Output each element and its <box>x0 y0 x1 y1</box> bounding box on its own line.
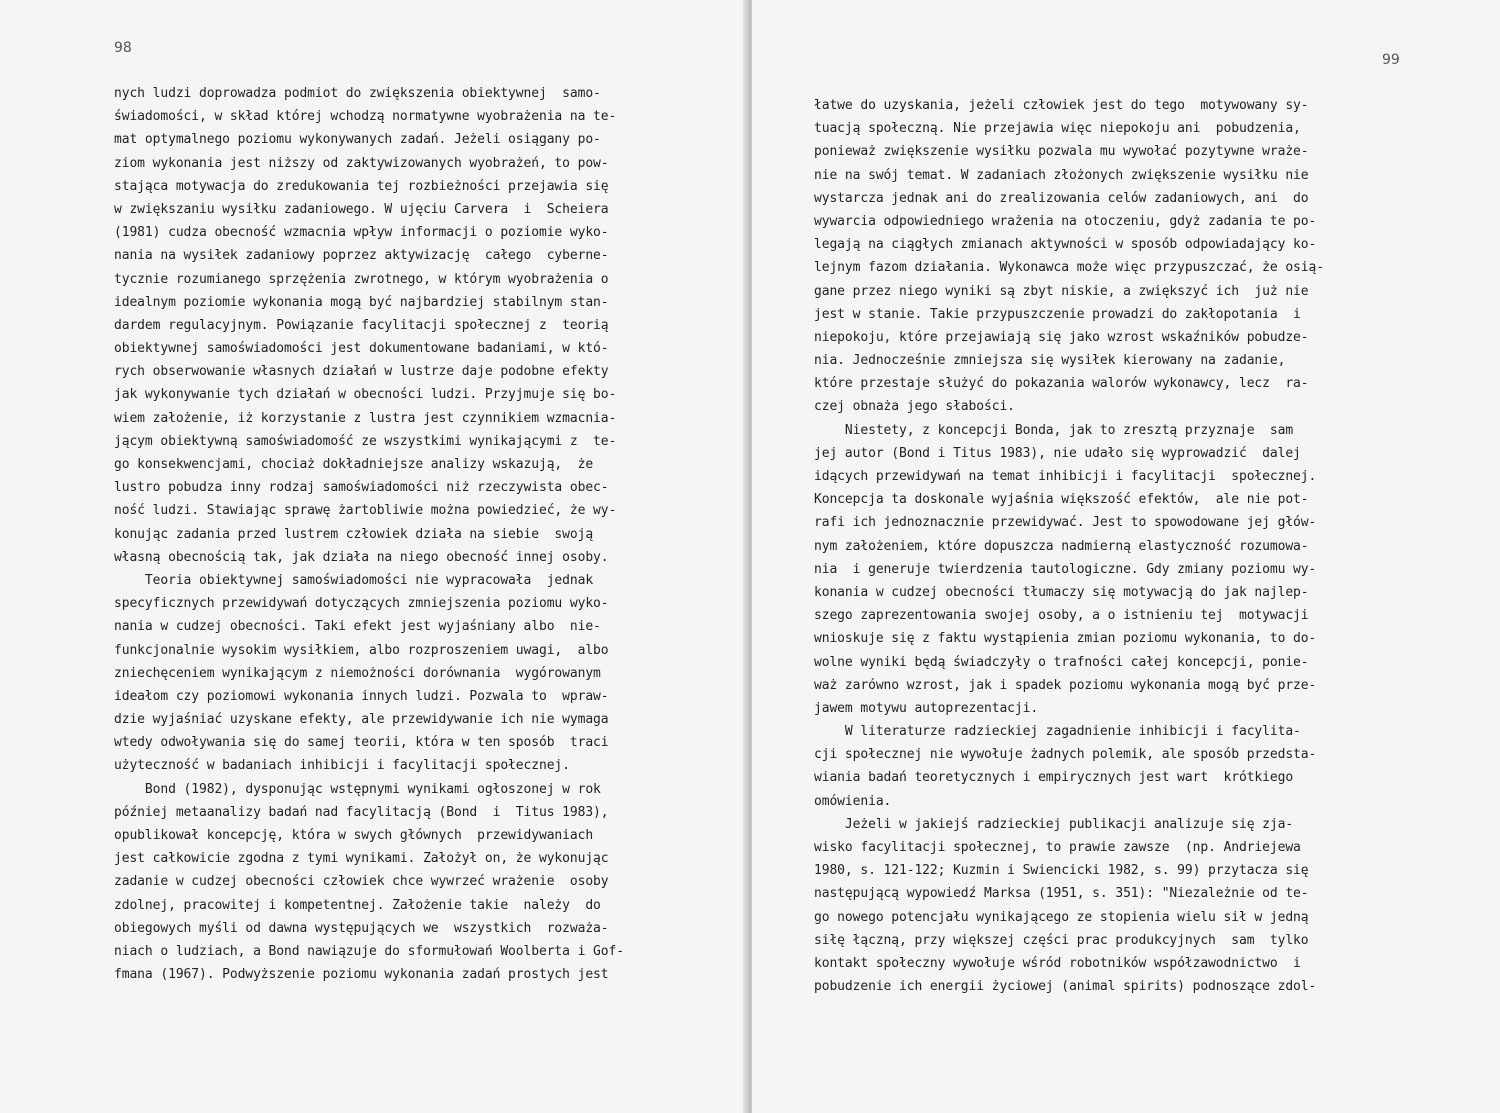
text-line: jącym obiektywną samoświadomość ze wszystkimi wynikającymi z te- <box>114 433 617 449</box>
text-line: jej autor (Bond i Titus 1983), nie udało się wyprowadzić dalej <box>814 445 1301 461</box>
page-number-left: 98 <box>114 40 132 56</box>
text-line: jest w stanie. Takie przypuszczenie prowadzi do zakłopotania i <box>814 306 1301 322</box>
text-line: opublikował koncepcję, która w swych głównych przewidywaniach <box>114 828 594 843</box>
text-line: idących przewidywań na temat inhibicji i facylitacji społecznej. <box>814 469 1317 484</box>
text-line: kontakt społeczny wywołuje wśród robotników współzawodnictwo i <box>814 955 1301 971</box>
text-line: następującą wypowiedź Marksa (1951, s. 351): "Niezależnie od te- <box>814 886 1309 902</box>
text-line: wiania badań teoretycznych i empirycznych jest wart krótkiego <box>814 770 1294 786</box>
text-line: tycznie rozumianego sprzężenia zwrotnego, w którym wyobrażenia o <box>114 271 609 287</box>
text-line: użyteczność w badaniach inhibicji i facylitacji społecznej. <box>114 758 570 774</box>
text-line: dzie wyjaśniać uzyskane efekty, ale przewidywanie ich nie wymaga <box>114 712 609 728</box>
page-number-right: 99 <box>1382 52 1400 68</box>
text-line: waż zarówno wzrost, jak i spadek poziomu wykonania mogą być prze- <box>814 677 1317 693</box>
text-line: rych obserwowanie własnych działań w lustrze daje podobne efekty <box>114 364 609 380</box>
text-line: wywarcia odpowiedniego wrażenia na otoczeniu, gdyż zadania te po- <box>814 213 1317 229</box>
text-line: tuacją społeczną. Nie przejawia więc niepokoju ani pobudzenia, <box>814 121 1301 137</box>
text-line: nych ludzi doprowadza podmiot do zwiększenia obiektywnej samo- <box>114 86 601 101</box>
text-line: konania w cudzej obecności tłumaczy się motywacją do jak najlep- <box>814 584 1309 600</box>
text-line: zniechęceniem wynikającym z niemożności dorównania wygórowanym <box>114 665 601 681</box>
text-line: nie na swój temat. W zadaniach złożonych zwiększenie wysiłku nie <box>814 167 1309 183</box>
text-line: (1981) cudza obecność wzmacnia wpływ informacji o poziomie wyko- <box>114 225 609 241</box>
text-line: pobudzenie ich energii życiowej (animal spirits) podnoszące zdol- <box>814 979 1317 995</box>
text-line: własną obecnością tak, jak działa na niego obecność innej osoby. <box>114 549 609 565</box>
text-line: później metaanalizy badań nad facylitacją (Bond i Titus 1983), <box>114 804 609 820</box>
text-line: 1980, s. 121-122; Kuzmin i Swiencicki 1982, s. 99) przytacza się <box>814 863 1309 879</box>
left-page <box>0 0 748 1113</box>
text-line: ność ludzi. Stawiając sprawę żartobliwie można powiedzieć, że wy- <box>114 503 617 519</box>
text-line: nym założeniem, które dopuszcza nadmierną elastyczność rozumowa- <box>814 538 1309 554</box>
text-line: lejnym fazom działania. Wykonawca może więc przypuszczać, że osią- <box>814 260 1324 276</box>
text-line: obiektywnej samoświadomości jest dokumentowane badaniami, w któ- <box>114 341 609 357</box>
text-line: funkcjonalnie wysokim wysiłkiem, albo rozproszeniem uwagi, albo <box>114 642 609 658</box>
text-line: omówienia. <box>814 793 892 809</box>
text-line: W literaturze radzieckiej zagadnienie inhibicji i facylita- <box>814 724 1301 740</box>
text-line: mat optymalnego poziomu wykonywanych zadań. Jeżeli osiągany po- <box>114 132 601 148</box>
text-line: specyficznych przewidywań dotyczących zmniejszenia poziomu wyko- <box>114 596 609 612</box>
text-line: jawem motywu autoprezentacji. <box>814 700 1039 716</box>
text-line: wystarcza jednak ani do zrealizowania celów zadaniowych, ani do <box>814 190 1309 206</box>
text-line: zdolnej, pracowitej i kompetentnej. Założenie takie należy do <box>114 897 601 913</box>
left-page-text <box>114 82 624 986</box>
text-line: rafi ich jednoznacznie przewidywać. Jest to spowodowane jej głów- <box>814 515 1317 531</box>
right-page-text <box>814 94 1324 998</box>
text-line: wiem założenie, iż korzystanie z lustra jest czynnikiem wzmacnia- <box>114 410 617 426</box>
text-line: go nowego potencjału wynikającego ze stopienia wielu sił w jedną <box>814 909 1309 925</box>
text-line: wtedy odwoływania się do samej teorii, która w ten sposób traci <box>114 735 609 751</box>
text-line: wisko facylitacji społecznej, to prawie zawsze (np. Andriejewa <box>814 840 1301 855</box>
text-line: obiegowych myśli od dawna występujących we wszystkich rozważa- <box>114 920 609 936</box>
text-line: nia i generuje twierdzenia tautologiczne. Gdy zmiany poziomu wy- <box>814 561 1317 577</box>
text-line: Teoria obiektywnej samoświadomości nie wypracowała jednak <box>114 572 594 588</box>
text-line: ziom wykonania jest niższy od zaktywizowanych wyobrażeń, to pow- <box>114 155 609 171</box>
text-line: niepokoju, które przejawiają się jako wzrost wskaźników pobudze- <box>814 329 1309 345</box>
text-line: ponieważ zwiększenie wysiłku pozwala mu wywołać pozytywne wraże- <box>814 144 1309 160</box>
text-line: nania na wysiłek zadaniowy poprzez aktywizację całego cyberne- <box>114 248 609 264</box>
text-line: zadanie w cudzej obecności człowiek chce wywrzeć wrażenie osoby <box>114 874 609 890</box>
right-page <box>752 0 1500 1113</box>
text-line: idealnym poziomie wykonania mogą być najbardziej stabilnym stan- <box>114 294 609 310</box>
text-line: łatwe do uzyskania, jeżeli człowiek jest do tego motywowany sy- <box>814 98 1309 113</box>
text-line: legają na ciągłych zmianach aktywności w sposób odpowiadający ko- <box>814 237 1317 253</box>
text-line: konując zadania przed lustrem człowiek działa na siebie swoją <box>114 526 594 542</box>
text-line: wolne wyniki będą świadczyły o trafności całej koncepcji, ponie- <box>814 654 1309 670</box>
text-line: Niestety, z koncepcji Bonda, jak to zresztą przyznaje sam <box>814 422 1294 438</box>
text-line: świadomości, w skład której wchodzą normatywne wyobrażenia na te- <box>114 109 617 125</box>
text-line: jest całkowicie zgodna z tymi wynikami. Założył on, że wykonując <box>114 851 609 867</box>
text-line: wnioskuje się z faktu wystąpienia zmian poziomu wykonania, to do- <box>814 631 1317 647</box>
text-line: fmana (1967). Podwyższenie poziomu wykonania zadań prostych jest <box>114 967 609 983</box>
text-line: w zwiększaniu wysiłku zadaniowego. W ujęciu Carvera i Scheiera <box>114 201 609 217</box>
text-line: nania w cudzej obecności. Taki efekt jest wyjaśniany albo nie- <box>114 619 601 635</box>
text-line: nia. Jednocześnie zmniejsza się wysiłek kierowany na zadanie, <box>814 353 1286 369</box>
text-line: dardem regulacyjnym. Powiązanie facylitacji społecznej z teorią <box>114 317 609 333</box>
text-line: Jeżeli w jakiejś radzieckiej publikacji analizuje się zja- <box>814 816 1294 832</box>
text-line: lustro pobudza inny rodzaj samoświadomości niż rzeczywista obec- <box>114 480 609 496</box>
text-line: które przestaje służyć do pokazania walorów wykonawcy, lecz ra- <box>814 376 1309 392</box>
text-line: Bond (1982), dysponując wstępnymi wynikami ogłoszonej w rok <box>114 781 601 797</box>
text-line: ideałom czy poziomowi wykonania innych ludzi. Pozwala to wpraw- <box>114 688 609 704</box>
text-line: gane przez niego wyniki są zbyt niskie, a zwiększyć ich już nie <box>814 283 1309 299</box>
text-line: szego zaprezentowania swojej osoby, a o istnieniu tej motywacji <box>814 608 1309 624</box>
text-line: jak wykonywanie tych działań w obecności ludzi. Przyjmuje się bo- <box>114 387 617 403</box>
text-line: go konsekwencjami, chociaż dokładniejsze analizy wskazują, że <box>114 457 594 472</box>
text-line: czej obnaża jego słabości. <box>814 399 1015 415</box>
text-line: siłę łączną, przy większej części prac produkcyjnych sam tylko <box>814 932 1309 948</box>
text-line: Koncepcja ta doskonale wyjaśnia większość efektów, ale nie pot- <box>814 492 1309 508</box>
text-line: cji społecznej nie wywołuje żadnych polemik, ale sposób przedsta- <box>814 747 1317 763</box>
text-line: niach o ludziach, a Bond nawiązuje do sformułowań Woolberta i Gof- <box>114 943 624 959</box>
text-line: stająca motywacja do zredukowania tej rozbieżności przejawia się <box>114 178 609 194</box>
